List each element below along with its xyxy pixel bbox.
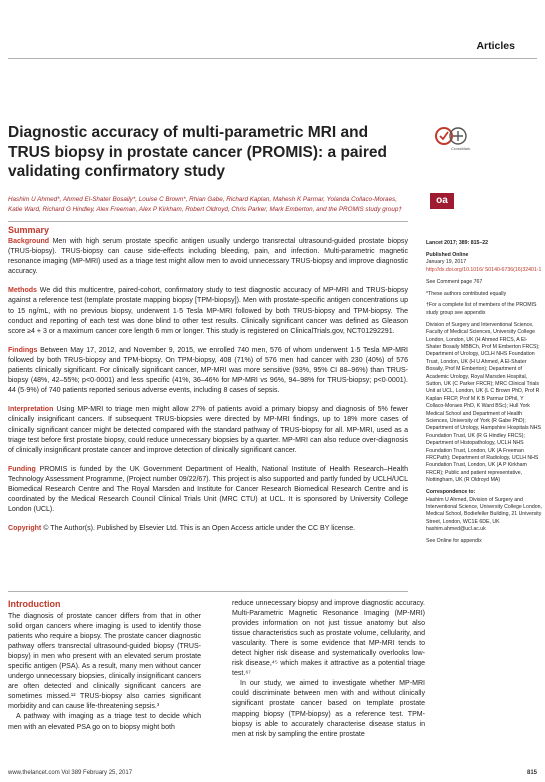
open-access-badge: oa	[430, 193, 454, 209]
abstract-copyright	[8, 524, 408, 534]
findings-label: Findings	[8, 346, 38, 354]
body-column-left	[8, 599, 201, 733]
published-online-label: Published Online	[426, 251, 469, 258]
equal-contribution-note: *These authors contributed equally	[426, 290, 507, 297]
interpretation-text: Using MP-MRI to triage men might allow 27% of patients avoid a primary biopsy and diagnosis of 5% fewer clinically insignificant cancers. If subsequent TRUS-biopsies were directed by MP-MRI findings, up to 18% more cases of clinically significant cancer might be detected compared with the standard pathway of TRUS-biopsy for all. MP-MRI, used as a triage test before first prostate biopsy, could reduce unnecessary biopsies by a quarter. MP-MRI can also reduce over-diagnosis of clinically insignificant prostate cancer and improve detection of clinically significant cancer.	[8, 406, 408, 454]
summary-heading: Summary	[8, 225, 50, 235]
running-header	[0, 0, 545, 62]
summary-rule	[8, 221, 408, 222]
intro-paragraph: The diagnosis of prostate cancer differs from that in other solid organ cancers where imaging is used to identify those patients who require a biopsy. The prostate cancer diagnostic pathway offers transrectal ultrasound-guided biopsy (TRUS-biopsy) in men who present with an elevated serum prostate specific antigen (PSA). As a result, many men without cancer undergo unnecessary biopsies, clinically insignificant cancers are often detected and clinically significant cancers are sometimes missed.¹² TRUS-biopsy also carries significant morbidity and can cause life-threatening sepsis.³	[8, 613, 201, 711]
doi-link[interactable]: http://dx.doi.org/10.1016/ S0140-6736(16)32401-1	[426, 266, 542, 273]
journal-footer: www.thelancet.com Vol 389 February 25, 2017	[8, 770, 133, 776]
funding-label: Funding	[8, 465, 36, 473]
methods-label: Methods	[8, 287, 37, 295]
crossmark-badge[interactable]	[434, 124, 474, 154]
abstract-methods	[8, 286, 408, 336]
body-rule	[8, 591, 408, 592]
author-list: Hashim U Ahmed*, Ahmed El-Shater Bosaily*, Louise C Brown*, Rhian Gabe, Richard Kaplan, Mahesh K Parmar, Yolanda Collaco-Moraes, Katie Ward, Richard G Hindley, Alex Freeman, Alex P Kirkham, Robert Oldroyd, Chris Parker, Mark Emberton, and the PROMIS study group†	[8, 196, 402, 213]
methods-text: We did this multicentre, paired-cohort, confirmatory study to test diagnostic accuracy of MP-MRI and TRUS-biopsy against a reference test (template prostate mapping biopsy [TPM-biopsy]). Men with prostate-specific antigen concentrations up to 15 ng/mL, with no previous biopsy, underwent 1·5 Tesla MP-MRI followed by both TRUS-biopsy and TPM-biopsy. The conduct and reporting of each test was done blind to other test results. Clinically significant cancer was defined as Gleason score ≥4 + 3 or a maximum cancer core length 6 mm or longer. This study is registered on ClinicalTrials.gov, NCT01292291.	[8, 287, 408, 335]
sidebar	[426, 240, 542, 550]
correspondence-text: Hashim U Ahmed, Division of Surgery and Interventional Science, University College London, Medical School, Bodiefeller Building, 21 University Street, London, WC1E 6DE, UK hashim.ahmed@ucl.ac.uk	[426, 496, 542, 533]
correspondence	[426, 489, 542, 533]
introduction-heading: Introduction	[8, 599, 61, 609]
findings-text: Between May 17, 2012, and November 9, 2015, we enrolled 740 men, 576 of whom underwent 1·5 Tesla MP-MRI followed by both TRUS-biopsy and TPM-biopsy. On TPM-biopsy, 408 (71%) of 576 men had cancer with 230 (40%) of 576 patients clinically significant. For clinically significant cancer, MP-MRI was more sensitive (93%, 95% CI 88–96%) than TRUS-biopsy (48%, 42–55%; p<0·0001) and less specific (41%, 36–46% for MP-MRI vs 96%, 94–98% for TRUS-biopsy; p<0·0001). 44 (5·9%) of 740 patients reported serious adverse events, including 8 cases of sepsis.	[8, 346, 408, 395]
abstract-background	[8, 237, 408, 277]
publication-info	[426, 252, 542, 274]
crossmark-label: CrossMark	[451, 146, 471, 151]
body-column-right	[232, 599, 425, 740]
abstract-funding	[8, 465, 408, 515]
intro-paragraph: reduce unnecessary biopsy and improve diagnostic accuracy. Multi-Parametric Magnetic Resonance Imaging (MP-MRI) provides information on not just tissue anatomy but also tissue characteristics such as prostate volume, cellularity, and vascularity. There is some evidence that MP-MRI tends to detect higher risk disease and systematically overlooks low-risk disease,⁴⁵ which makes it attractive as a potential triage test.⁶⁷	[232, 600, 425, 678]
article-title: Diagnostic accuracy of multi-parametric MRI and TRUS biopsy in prostate cancer (PROMIS): a paired validating confirmatory study	[8, 124, 387, 180]
published-online-date: January 19, 2017	[426, 259, 467, 266]
abstract-findings	[8, 346, 408, 396]
intro-paragraph: A pathway with imaging as a triage test to decide which men with an elevated PSA go on to biopsy might both	[8, 713, 201, 731]
intro-paragraph: In our study, we aimed to investigate whether MP-MRI could discriminate between men with and without clinically significant prostate cancer based on template prostate mapping biopsy (TPM-biopsy) as a reference test. TPM-biopsy is able to accurately characterise disease status in men at risk by sampling the entire prostate	[232, 680, 425, 738]
page-number: 815	[526, 770, 537, 776]
study-group-note: †For a complete list of members of the PROMIS study group see appendix	[426, 302, 537, 316]
section-label: Articles	[476, 40, 515, 52]
abstract-interpretation	[8, 405, 408, 455]
citation: Lancet 2017; 389: 815–22	[426, 240, 489, 246]
see-comment-link[interactable]: See Comment page 767	[426, 278, 483, 285]
see-online-link[interactable]: See Online for appendix	[426, 538, 482, 545]
background-label: Background	[8, 238, 50, 245]
correspondence-label: Correspondence to:	[426, 489, 476, 496]
abstract	[8, 237, 408, 543]
copyright-text: © The Author(s). Published by Elsevier Ltd. This is an Open Access article under the CC BY license.	[43, 525, 356, 533]
background-text: Men with high serum prostate specific antigen usually undergo transrectal ultrasound-guided prostate biopsy (TRUS-biopsy). TRUS-biopsy can cause side-effects including bleeding, pain, and infection. Multi-parametric magnetic resonance imaging (MP-MRI) used as a triage test might allow men to avoid unnecessary TRUS-biopsy and improve diagnostic accuracy.	[8, 238, 408, 276]
header-rule	[8, 58, 537, 59]
copyright-label: Copyright	[8, 525, 42, 533]
affiliations: Division of Surgery and Interventional Science, Faculty of Medical Sciences, University College London, London, UK (H Ahmed FRCS, A El-Shater Bosaily MBBCh, Prof M Emberton FRCS); Department of Urology, UCLH NHS Foundation Trust, London, UK (H U Ahmed, A El-Shater Bosaily, Prof M Emberton); Department of Academic Urology, Royal Marsden Hospital, Sutton, UK (C Parker FRCR); MRC Clinical Trials Unit at UCL, London, UK (L C Brown PhD, Prof R Kaplan FRCP, Prof M K B Parmar DPhil, Y Collaco-Moraes PhD, K Ward BSc); Hull York Medical School and Department of Health Sciences, University of York (R Gabe PhD); Department of Urology, Hampshire Hospitals NHS Foundation Trust, UK (R G Hindley FRCS); Department of Histopathology, UCLH NHS Foundation Trust, London, UK (A Freeman FRCPath); Department of Radiology, UCLH NHS Foundation Trust, London, UK (A P Kirkham FRCR); Public and patient representative, Nottingham, UK (R Oldroyd MA)	[426, 321, 541, 484]
interpretation-label: Interpretation	[8, 406, 54, 414]
funding-text: PROMIS is funded by the UK Government Department of Health, National Institute of Health Research–Health Technology Assessment Programme, (Project number 09/22/67). This project is also supported and partly funded by UCLH/UCL Biomedical Research Centre and The Royal Marsden and Institute for Cancer Research Biomedical Research Centre and is coordinated by the Medical Research Council Clinical Trials Unit (MRC CTU) at UCL. It is sponsored by University College London (UCL).	[8, 465, 408, 514]
